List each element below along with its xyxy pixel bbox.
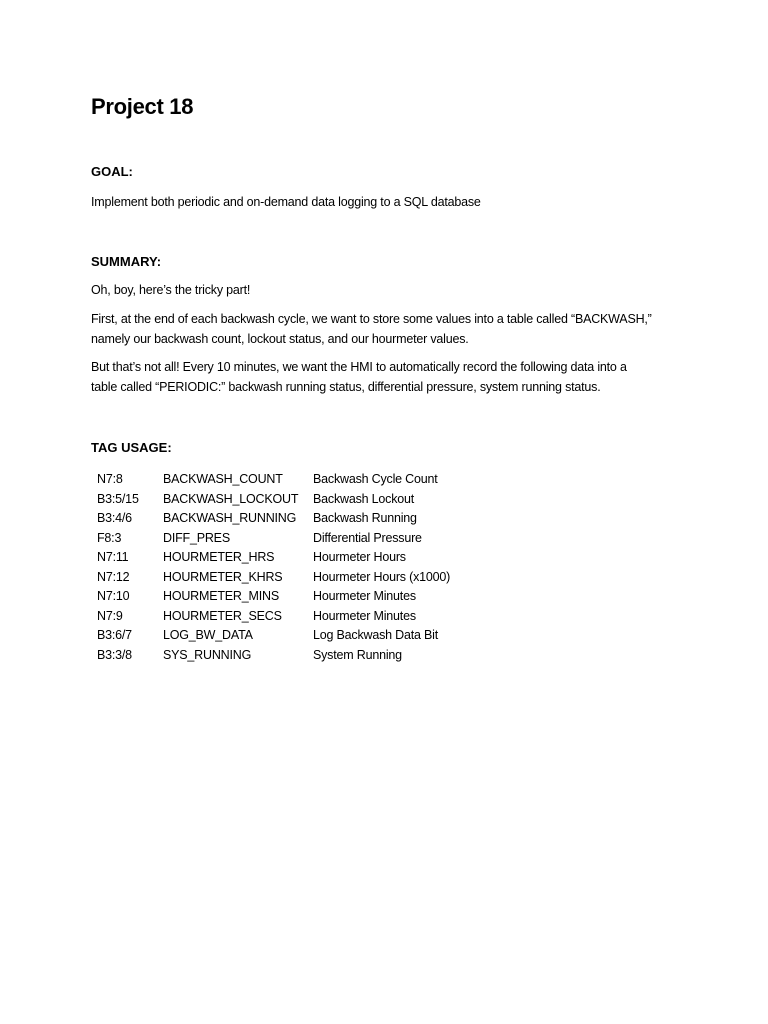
tag-name: HOURMETER_MINS xyxy=(163,589,279,603)
tag-usage-table xyxy=(91,470,533,665)
tag-name: BACKWASH_LOCKOUT xyxy=(163,491,299,506)
tag-description: Hourmeter Hours xyxy=(313,550,406,564)
table-row xyxy=(91,607,533,627)
table-row xyxy=(91,548,533,568)
tag-usage-heading: TAG USAGE: xyxy=(91,440,172,455)
tag-name: BACKWASH_RUNNING xyxy=(163,511,297,525)
tag-name: HOURMETER_SECS xyxy=(163,608,282,623)
tag-address: N7:8 xyxy=(97,472,123,486)
tag-address: B3:3/8 xyxy=(97,647,132,662)
tag-usage-table-body xyxy=(91,470,533,665)
tag-description: Hourmeter Minutes xyxy=(313,608,416,623)
tag-description: Hourmeter Minutes xyxy=(313,589,416,603)
tag-name: BACKWASH_COUNT xyxy=(163,472,283,486)
tag-name: HOURMETER_HRS xyxy=(163,550,275,564)
tag-description: Backwash Lockout xyxy=(313,491,415,506)
summary-paragraph-1 xyxy=(91,281,691,301)
summary-p2-line-2: namely our backwash count, lockout status, and our hourmeter values. xyxy=(91,331,469,346)
tag-name: HOURMETER_KHRS xyxy=(163,569,283,584)
tag-address: N7:9 xyxy=(97,608,123,623)
table-row xyxy=(91,626,533,646)
tag-address: N7:11 xyxy=(97,550,129,564)
summary-p3-line-2: table called “PERIODIC:” backwash running status, differential pressure, system running status. xyxy=(91,379,601,394)
summary-p3-line-1: But that’s not all! Every 10 minutes, we want the HMI to automatically record the following data into a xyxy=(91,360,627,374)
goal-text-line: Implement both periodic and on-demand data logging to a SQL database xyxy=(91,195,481,209)
tag-description: Log Backwash Data Bit xyxy=(313,628,439,642)
table-row xyxy=(91,529,533,549)
table-row xyxy=(91,587,533,607)
tag-name: SYS_RUNNING xyxy=(163,647,252,662)
tag-name: LOG_BW_DATA xyxy=(163,628,253,642)
tag-address: N7:10 xyxy=(97,589,130,603)
summary-p2-line-1: First, at the end of each backwash cycle, we want to store some values into a table called “BACKWASH,” xyxy=(91,312,652,326)
page-title: Project 18 xyxy=(91,94,194,119)
summary-paragraph-3 xyxy=(91,358,691,397)
tag-address: N7:12 xyxy=(97,569,130,584)
tag-description: Differential Pressure xyxy=(313,530,422,545)
table-row xyxy=(91,470,533,490)
tag-address: F8:3 xyxy=(97,530,122,545)
tag-description: Backwash Cycle Count xyxy=(313,472,438,486)
table-row xyxy=(91,646,533,666)
tag-address: B3:4/6 xyxy=(97,511,132,525)
summary-paragraph-2 xyxy=(91,310,691,349)
goal-heading: GOAL: xyxy=(91,164,133,179)
summary-heading: SUMMARY: xyxy=(91,254,162,269)
table-row xyxy=(91,568,533,588)
tag-description: System Running xyxy=(313,647,402,662)
tag-address: B3:5/15 xyxy=(97,491,139,506)
table-row xyxy=(91,490,533,510)
tag-description: Backwash Running xyxy=(313,511,417,525)
tag-address: B3:6/7 xyxy=(97,628,132,642)
table-row xyxy=(91,509,533,529)
tag-description: Hourmeter Hours (x1000) xyxy=(313,569,451,584)
summary-p1-line: Oh, boy, here’s the tricky part! xyxy=(91,283,251,297)
goal-text xyxy=(91,193,691,213)
tag-name: DIFF_PRES xyxy=(163,530,230,545)
